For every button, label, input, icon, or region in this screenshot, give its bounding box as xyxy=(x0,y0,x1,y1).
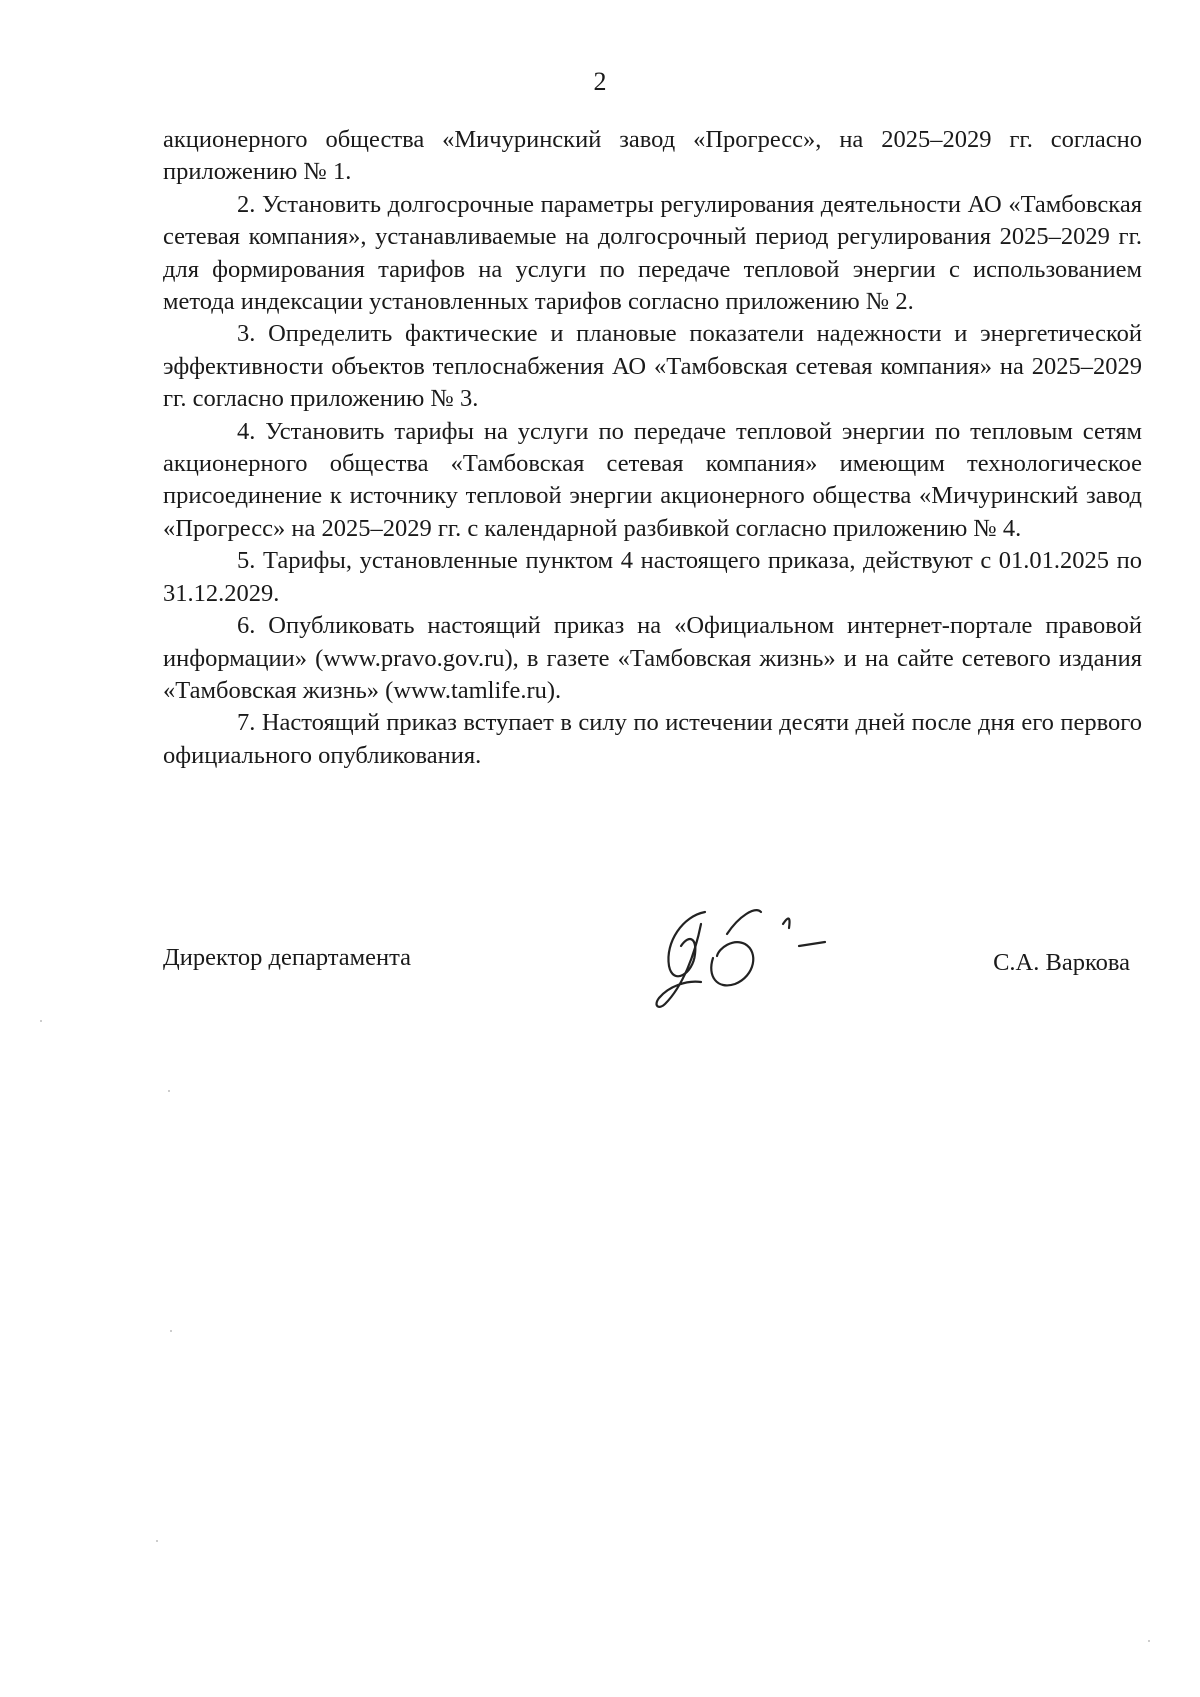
paragraph-7: 7. Настоящий приказ вступает в силу по истечении десяти дней после дня его первого официального опубликования. xyxy=(163,709,1142,769)
scan-speck xyxy=(168,1090,170,1092)
paragraph-2: 2. Установить долгосрочные параметры регулирования деятельности АО «Тамбовская сетевая компания», устанавливаемые на долгосрочный период регулирования 2025–2029 гг. для формирования тарифов на услуги по передаче тепловой энергии с использованием метода индексации установленных тарифов согласно приложению № 2. xyxy=(163,190,1142,316)
signatory-position: Директор департамента xyxy=(163,944,412,971)
paragraph-1-continuation: акционерного общества «Мичуринский завод «Прогресс», на 2025–2029 гг. согласно приложению № 1. xyxy=(163,126,1142,186)
scan-speck xyxy=(156,1540,158,1542)
scan-speck xyxy=(1148,1640,1150,1642)
order-body xyxy=(163,124,1142,772)
paragraph-3: 3. Определить фактические и плановые показатели надежности и энергетической эффективности объектов теплоснабжения АО «Тамбовская сетевая компания» на 2025–2029 гг. согласно приложению № 3. xyxy=(163,320,1142,413)
handwritten-signature xyxy=(643,894,833,1014)
scan-speck xyxy=(170,1330,172,1332)
paragraph-5: 5. Тарифы, установленные пунктом 4 настоящего приказа, действуют с 01.01.2025 по 31.12.2029. xyxy=(163,547,1142,607)
scan-speck xyxy=(40,1020,42,1022)
signature-block xyxy=(163,920,1142,1000)
paragraph-6: 6. Опубликовать настоящий приказ на «Официальном интернет-портале правовой информации» (www.pravo.gov.ru), в газете «Тамбовская жизнь» и на сайте сетевого издания «Тамбовская жизнь» (www.tamlife.ru). xyxy=(163,612,1142,704)
page-number: 2 xyxy=(593,67,607,96)
paragraph-4: 4. Установить тарифы на услуги по передаче тепловой энергии по тепловым сетям акционерного общества «Тамбовская сетевая компания» имеющим технологическое присоединение к источнику тепловой энергии акционерного общества «Мичуринский завод «Прогресс» на 2025–2029 гг. с календарной разбивкой согласно приложению № 4. xyxy=(163,417,1142,542)
signatory-name: С.А. Варкова xyxy=(993,949,1130,976)
